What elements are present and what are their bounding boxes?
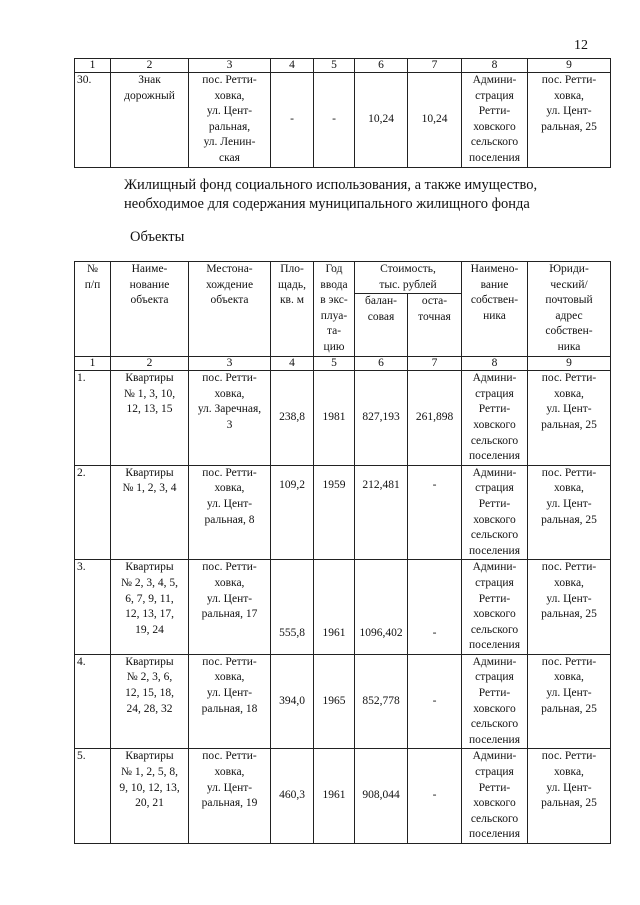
owner-name: Админи- страция Ретти- ховского сельского поселения: [462, 465, 528, 560]
header-cost: Стоимость, тыс. рублей: [355, 262, 462, 294]
table-row: [75, 560, 611, 655]
residual-cost: -: [408, 560, 462, 655]
owner-address: пос. Ретти- ховка, ул. Цент- ральная, 25: [528, 465, 611, 560]
col-number: 1: [75, 59, 111, 73]
page-number: 12: [574, 38, 588, 53]
balance-cost: 827,193: [355, 371, 408, 466]
col-number: 8: [462, 59, 528, 73]
owner-address: пос. Ретти- ховка, ул. Цент- ральная, 25: [528, 560, 611, 655]
residual-cost: -: [408, 654, 462, 749]
object-name: Знак дорожный: [111, 73, 189, 168]
header-area: Пло- щадь, кв. м: [271, 262, 314, 357]
commission-year: 1961: [314, 749, 355, 844]
object-name: Квартиры № 1, 2, 3, 4: [111, 465, 189, 560]
col-number: 6: [355, 59, 408, 73]
col-number: 3: [189, 59, 271, 73]
header-owner: Наимено- вание собствен- ника: [462, 262, 528, 357]
header-number: № п/п: [75, 262, 111, 357]
commission-year: 1965: [314, 654, 355, 749]
commission-year: 1961: [314, 560, 355, 655]
row-number: 3.: [75, 560, 111, 655]
col-number: 2: [111, 59, 189, 73]
col-number: 3: [189, 357, 271, 371]
table-row: [75, 371, 611, 466]
commission-year: 1981: [314, 371, 355, 466]
col-number: 4: [271, 59, 314, 73]
residual-cost: -: [408, 749, 462, 844]
balance-cost: 212,481: [355, 465, 408, 560]
col-number: 9: [528, 59, 611, 73]
owner-address: пос. Ретти- ховка, ул. Цент- ральная, 25: [528, 73, 611, 168]
object-location: пос. Ретти- ховка, ул. Цент- ральная, 19: [189, 749, 271, 844]
header-row: [75, 262, 611, 294]
header-year: Год ввода в экс- плуа- та- цию: [314, 262, 355, 357]
object-location: пос. Ретти- ховка, ул. Цент- ральная, 8: [189, 465, 271, 560]
balance-cost: 1096,402: [355, 560, 408, 655]
continuation-table: [74, 58, 611, 168]
header-address: Юриди- ческий/ почтовый адрес собствен- ника: [528, 262, 611, 357]
row-number: 1.: [75, 371, 111, 466]
object-location: пос. Ретти- ховка, ул. Цент- ральная, 18: [189, 654, 271, 749]
object-name: Квартиры № 1, 2, 5, 8, 9, 10, 12, 13, 20, 21: [111, 749, 189, 844]
object-location: пос. Ретти- ховка, ул. Цент- ральная, 17: [189, 560, 271, 655]
balance-cost: 10,24: [355, 73, 408, 168]
object-name: Квартиры № 2, 3, 4, 5, 6, 7, 9, 11, 12, 13, 17, 19, 24: [111, 560, 189, 655]
header-location: Местона- хождение объекта: [189, 262, 271, 357]
owner-name: Админи- страция Ретти- ховского сельского поселения: [462, 749, 528, 844]
table-row: [75, 73, 611, 168]
commission-year: 1959: [314, 465, 355, 560]
row-number: 30.: [75, 73, 111, 168]
col-number: 7: [408, 59, 462, 73]
object-area: 238,8: [271, 371, 314, 466]
row-number: 4.: [75, 654, 111, 749]
owner-name: Админи- страция Ретти- ховского сельского поселения: [462, 73, 528, 168]
col-number: 2: [111, 357, 189, 371]
owner-address: пос. Ретти- ховка, ул. Цент- ральная, 25: [528, 371, 611, 466]
commission-year: -: [314, 73, 355, 168]
object-location: пос. Ретти- ховка, ул. Заречная, 3: [189, 371, 271, 466]
owner-name: Админи- страция Ретти- ховского сельского поселения: [462, 371, 528, 466]
section-subheading: Объекты: [130, 229, 185, 245]
object-name: Квартиры № 2, 3, 6, 12, 15, 18, 24, 28, 32: [111, 654, 189, 749]
balance-cost: 908,044: [355, 749, 408, 844]
object-area: 555,8: [271, 560, 314, 655]
row-number: 2.: [75, 465, 111, 560]
col-number: 5: [314, 59, 355, 73]
objects-table: [74, 261, 611, 844]
owner-address: пос. Ретти- ховка, ул. Цент- ральная, 25: [528, 749, 611, 844]
col-number: 9: [528, 357, 611, 371]
table-row: [75, 465, 611, 560]
section-heading: Жилищный фонд социального использования, а также имущество, необходимое для содержания муниципального жилищного фонда: [124, 177, 538, 212]
object-name: Квартиры № 1, 3, 10, 12, 13, 15: [111, 371, 189, 466]
owner-name: Админи- страция Ретти- ховского сельского поселения: [462, 560, 528, 655]
header-balance: балан- совая: [355, 294, 408, 357]
residual-cost: -: [408, 465, 462, 560]
object-area: -: [271, 73, 314, 168]
col-number: 6: [355, 357, 408, 371]
object-area: 394,0: [271, 654, 314, 749]
col-number: 4: [271, 357, 314, 371]
owner-name: Админи- страция Ретти- ховского сельского поселения: [462, 654, 528, 749]
object-area: 109,2: [271, 465, 314, 560]
balance-cost: 852,778: [355, 654, 408, 749]
residual-cost: 10,24: [408, 73, 462, 168]
row-number: 5.: [75, 749, 111, 844]
col-number: 8: [462, 357, 528, 371]
table-row: [75, 749, 611, 844]
col-number: 1: [75, 357, 111, 371]
owner-address: пос. Ретти- ховка, ул. Цент- ральная, 25: [528, 654, 611, 749]
residual-cost: 261,898: [408, 371, 462, 466]
object-area: 460,3: [271, 749, 314, 844]
col-number: 5: [314, 357, 355, 371]
column-number-row: [75, 59, 611, 73]
header-residual: оста- точная: [408, 294, 462, 357]
table-row: [75, 654, 611, 749]
column-number-row: [75, 357, 611, 371]
object-location: пос. Ретти- ховка, ул. Цент- ральная, ул. Ленин- ская: [189, 73, 271, 168]
col-number: 7: [408, 357, 462, 371]
header-name: Наиме- нование объекта: [111, 262, 189, 357]
